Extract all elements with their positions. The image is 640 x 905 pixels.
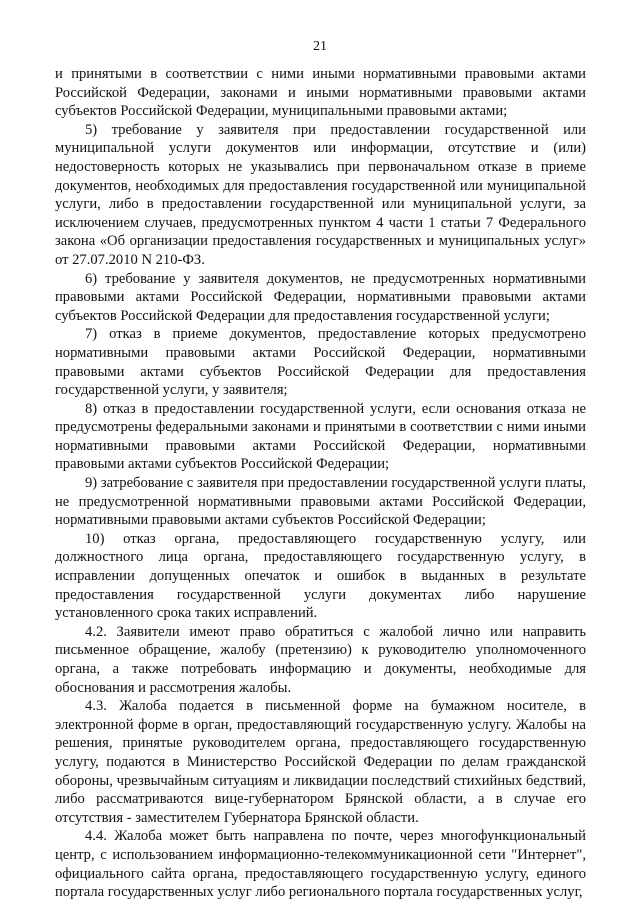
paragraph-item-9: 9) затребование с заявителя при предоставлении государственной услуги платы, не предусмотренной нормативными правовыми актами Российской Федерации, нормативными правовыми актами субъектов Российской Федерации; — [55, 475, 586, 529]
paragraph-item-8: 8) отказ в предоставлении государственной услуги, если основания отказа не предусмотрены федеральными законами и принятыми в соответствии с ними иными нормативными правовыми актами Российской Федерации, нормативными правовыми актами субъектов Российской Федерации; — [55, 400, 586, 473]
paragraph-4-3: 4.3. Жалоба подается в письменной форме на бумажном носителе, в электронной форме в орган, предоставляющий государственную услугу. Жалобы на решения, принятые руководителем органа, предоставляющего государственную услугу, подаются в Министерство Российской Федерации по делам гражданской обороны, чрезвычайным ситуациям и ликвидации последствий стихийных бедствий, либо рассматриваются вице-губернатором Брянской области, а в случае его отсутствия - заместителем Губернатора Брянской области. — [55, 698, 586, 826]
paragraph-item-7: 7) отказ в приеме документов, предоставление которых предусмотрено нормативными правовыми актами Российской Федерации, нормативными правовыми актами субъектов Российской Федерации для предоставления государственной услуги, у заявителя; — [55, 326, 586, 399]
paragraph-item-10: 10) отказ органа, предоставляющего государственную услугу, или должностного лица органа, предоставляющего государственную услугу, в исправлении допущенных опечаток и ошибок в выданных в результате предоставления государственной услуги документах либо нарушение установленного срока таких исправлений. — [55, 530, 586, 622]
paragraph-item-6: 6) требование у заявителя документов, не предусмотренных нормативными правовыми актами Российской Федерации, нормативными правовыми актами субъектов Российской Федерации для предоставления государственной услуги; — [55, 270, 586, 324]
paragraph-4-4: 4.4. Жалоба может быть направлена по почте, через многофункциональный центр, с использованием информационно-телекоммуникационной сети "Интернет", официального сайта органа, предоставляющего государственную услугу, единого портала государственных услуг либо регионального портала государственных услуг, — [55, 828, 586, 901]
document-body — [55, 65, 586, 902]
paragraph-4-2: 4.2. Заявители имеют право обратиться с жалобой лично или направить письменное обращение, жалобу (претензию) к руководителю уполномоченного органа, а также потребовать информацию и документы, необходимые для обоснования и рассмотрения жалобы. — [55, 623, 586, 696]
page-number: 21 — [313, 39, 327, 54]
paragraph-continuation: и принятыми в соответствии с ними иными нормативными правовыми актами Российской Федерации, законами и иными нормативными правовыми актами субъектов Российской Федерации, муниципальными правовыми актами; — [55, 66, 586, 120]
paragraph-item-5: 5) требование у заявителя при предоставлении государственной или муниципальной услуги документов или информации, отсутствие и (или) недостоверность которых не указывались при первоначальном отказе в приеме документов, необходимых для предоставления государственной или муниципальной услуги, либо в предоставлении государственной или муниципальной услуги, за исключением случаев, предусмотренных пунктом 4 части 1 статьи 7 Федерального закона «Об организации предоставления государственных и муниципальных услуг» от 27.07.2010 N 210-ФЗ. — [55, 121, 586, 268]
